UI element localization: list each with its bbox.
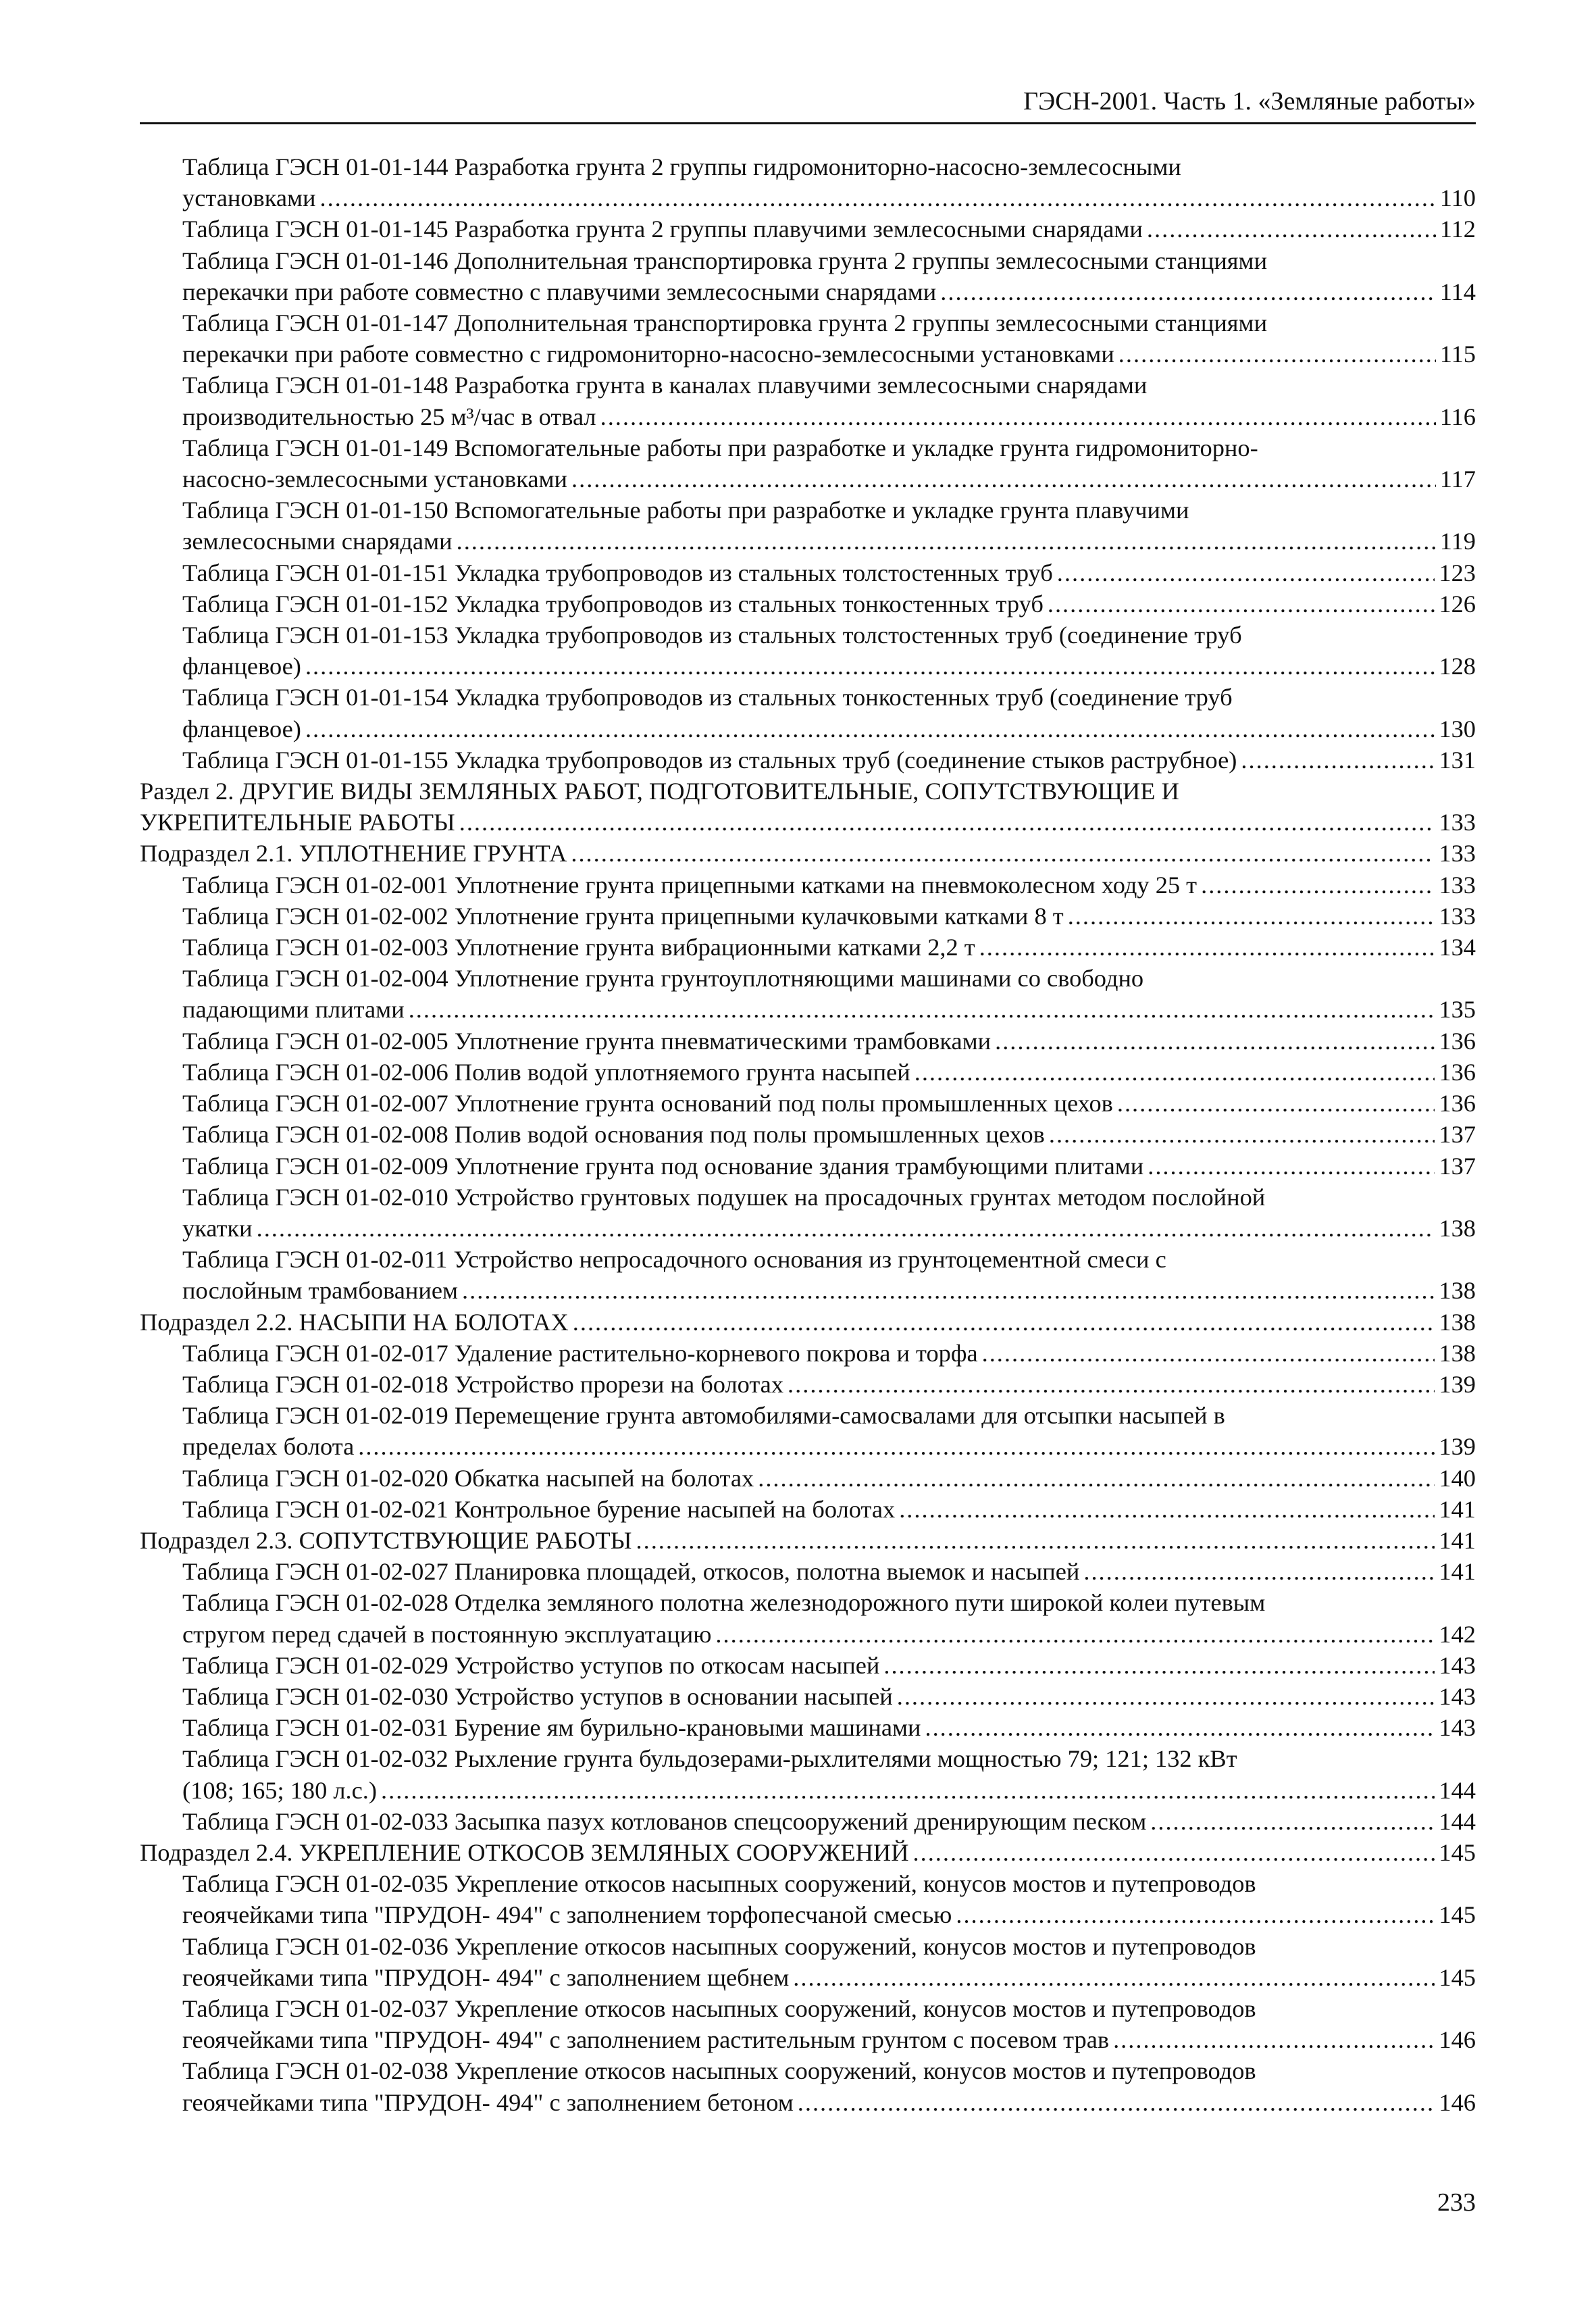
toc-table-entry[interactable] xyxy=(140,1556,1476,1587)
page-number: 233 xyxy=(1437,2188,1476,2217)
toc-page-ref: 138 xyxy=(1439,1277,1476,1305)
toc-entry-text: установками xyxy=(182,184,316,212)
toc-page-ref: 138 xyxy=(1439,1308,1476,1336)
toc-page-ref: 133 xyxy=(1439,871,1476,899)
toc-entry-text: Таблица ГЭСН 01-02-008 Полив водой основания под полы промышленных цехов xyxy=(182,1121,1045,1149)
toc-entry-text: Таблица ГЭСН 01-02-001 Уплотнение грунта прицепными катками на пневмоколесном ходу 25 т xyxy=(182,871,1198,899)
dot-leader xyxy=(1048,588,1435,620)
toc-entry-text: Таблица ГЭСН 01-01-155 Укладка трубопроводов из стальных труб (соединение стыков раструбное) xyxy=(182,746,1237,774)
toc-entry-text: Подраздел 2.2. НАСЫПИ НА БОЛОТАХ xyxy=(140,1308,569,1336)
toc-entry-text: Таблица ГЭСН 01-01-154 Укладка трубопроводов из стальных тонкостенных труб (соединение труб xyxy=(182,684,1233,711)
toc-table-entry[interactable] xyxy=(140,620,1476,682)
toc-page-ref: 136 xyxy=(1439,1027,1476,1055)
toc-entry-text: Таблица ГЭСН 01-02-038 Укрепление откосов насыпных сооружений, конусов мостов и путепроводов xyxy=(182,2057,1256,2085)
toc-entry-text: фланцевое) xyxy=(182,715,301,743)
toc-entry-text: Таблица ГЭСН 01-02-035 Укрепление откосов насыпных сооружений, конусов мостов и путепроводов xyxy=(182,1870,1256,1898)
toc-page-ref: 128 xyxy=(1439,653,1476,680)
toc-table-entry[interactable] xyxy=(140,432,1476,495)
toc-entry-text: геоячейками типа "ПРУДОН- 494" с заполнением торфопесчаной смесью xyxy=(182,1901,952,1929)
toc-entry-text: Раздел 2. ДРУГИЕ ВИДЫ ЗЕМЛЯНЫХ РАБОТ, ПОДГОТОВИТЕЛЬНЫЕ, СОПУТСТВУЮЩИЕ И xyxy=(140,778,1179,805)
toc-entry-text: Таблица ГЭСН 01-02-018 Устройство прорези на болотах xyxy=(182,1370,784,1398)
toc-entry-text: Подраздел 2.3. СОПУТСТВУЮЩИЕ РАБОТЫ xyxy=(140,1526,632,1554)
dot-leader xyxy=(600,401,1436,432)
toc-entry-text: стругом перед сдачей в постоянную эксплуатацию xyxy=(182,1620,712,1648)
toc-entry-text: насосно-землесосными установками xyxy=(182,466,568,493)
toc-entry-text: Таблица ГЭСН 01-01-149 Вспомогательные работы при разработке и укладке грунта гидромониторно- xyxy=(182,434,1258,461)
toc-table-entry[interactable] xyxy=(140,1806,1476,1837)
dot-leader xyxy=(798,2087,1435,2118)
toc-table-entry[interactable] xyxy=(140,745,1476,776)
toc-page-ref: 135 xyxy=(1439,996,1476,1024)
toc-page-ref: 110 xyxy=(1439,184,1476,212)
dot-leader xyxy=(1118,338,1436,370)
toc-section-entry[interactable] xyxy=(140,838,1476,869)
dot-leader xyxy=(1201,870,1435,901)
toc-entry-text: производительностью 25 м³/час в отвал xyxy=(182,403,596,430)
dot-leader xyxy=(788,1369,1435,1400)
dot-leader xyxy=(715,1619,1435,1650)
dot-leader xyxy=(1049,1119,1435,1150)
dot-leader xyxy=(1150,1806,1435,1837)
dot-leader xyxy=(1057,557,1435,588)
toc-page-ref: 139 xyxy=(1439,1370,1476,1398)
dot-leader xyxy=(409,994,1435,1025)
dot-leader xyxy=(1147,213,1436,245)
toc-page-ref: 112 xyxy=(1439,216,1476,243)
toc-entry-text: перекачки при работе совместно с гидромониторно-насосно-землесосными установками xyxy=(182,341,1114,368)
toc-section-entry[interactable] xyxy=(140,776,1476,838)
toc-table-entry[interactable] xyxy=(140,1868,1476,1930)
dot-leader xyxy=(883,1650,1435,1681)
toc-page-ref: 137 xyxy=(1439,1152,1476,1180)
toc-entry-text: Таблица ГЭСН 01-02-033 Засыпка пазух котлованов спецсооружений дренирующим песком xyxy=(182,1807,1147,1835)
toc-entry-text: геоячейками типа "ПРУДОН- 494" с заполнением бетоном xyxy=(182,2088,794,2116)
dot-leader xyxy=(462,1275,1435,1306)
dot-leader xyxy=(1117,1088,1435,1119)
toc-entry-text: Таблица ГЭСН 01-02-002 Уплотнение грунта прицепными кулачковыми катками 8 т xyxy=(182,902,1064,930)
toc-entry-text: пределах болота xyxy=(182,1433,355,1461)
toc-table-entry[interactable] xyxy=(140,1400,1476,1462)
toc-section-entry[interactable] xyxy=(140,1307,1476,1338)
toc-entry-text: Таблица ГЭСН 01-02-011 Устройство непросадочного основания из грунтоцементной смеси с xyxy=(182,1246,1166,1274)
dot-leader xyxy=(636,1525,1435,1556)
toc-page-ref: 143 xyxy=(1439,1714,1476,1742)
toc-table-entry[interactable] xyxy=(140,1119,1476,1150)
toc-entry-text: Таблица ГЭСН 01-02-006 Полив водой уплотняемого грунта насыпей xyxy=(182,1058,910,1086)
toc-entry-text: послойным трамбованием xyxy=(182,1277,459,1305)
toc-page-ref: 126 xyxy=(1439,590,1476,618)
toc-page-ref: 143 xyxy=(1439,1651,1476,1679)
toc-entry-text: Таблица ГЭСН 01-01-144 Разработка грунта 2 группы гидромониторно-насосно-землесосными xyxy=(182,153,1181,180)
dot-leader xyxy=(897,1681,1435,1712)
toc-page-ref: 144 xyxy=(1439,1807,1476,1835)
dot-leader xyxy=(571,838,1435,869)
toc-page-ref: 145 xyxy=(1439,1838,1476,1866)
dot-leader xyxy=(758,1463,1435,1494)
toc-table-entry[interactable] xyxy=(140,1463,1476,1494)
toc-page-ref: 145 xyxy=(1439,1963,1476,1991)
toc-page-ref: 141 xyxy=(1439,1495,1476,1523)
toc-table-entry[interactable] xyxy=(140,245,1476,307)
toc-page-ref: 144 xyxy=(1439,1776,1476,1804)
toc-entry-text: Таблица ГЭСН 01-02-004 Уплотнение грунта грунтоуплотняющими машинами со свободно xyxy=(182,965,1144,992)
toc-entry-text: геоячейками типа "ПРУДОН- 494" с заполнением растительным грунтом с посевом трав xyxy=(182,2026,1110,2054)
toc-table-entry[interactable] xyxy=(140,1931,1476,1993)
toc-table-entry[interactable] xyxy=(140,1244,1476,1306)
toc-entry-text: Таблица ГЭСН 01-02-007 Уплотнение грунта оснований под полы промышленных цехов xyxy=(182,1090,1113,1117)
toc-page-ref: 146 xyxy=(1439,2088,1476,2116)
toc-section-entry[interactable] xyxy=(140,1837,1476,1868)
toc-page-ref: 123 xyxy=(1439,559,1476,586)
toc-page-ref: 145 xyxy=(1439,1901,1476,1929)
toc-entry-text: Таблица ГЭСН 01-01-148 Разработка грунта в каналах плавучими землесосными снарядами xyxy=(182,372,1148,399)
toc-page-ref: 140 xyxy=(1439,1464,1476,1492)
toc-entry-text: Таблица ГЭСН 01-01-146 Дополнительная транспортировка грунта 2 группы землесосными станциями xyxy=(182,247,1268,274)
toc-page-ref: 141 xyxy=(1439,1526,1476,1554)
toc-entry-text: Таблица ГЭСН 01-02-028 Отделка земляного полотна железнодорожного пути широкой колеи путевым xyxy=(182,1589,1266,1617)
toc-entry-text: Подраздел 2.1. УПЛОТНЕНИЕ ГРУНТА xyxy=(140,840,567,867)
dot-leader xyxy=(573,1307,1435,1338)
toc-table-entry[interactable] xyxy=(140,370,1476,432)
toc-section-entry[interactable] xyxy=(140,1525,1476,1556)
toc-page-ref: 116 xyxy=(1439,403,1476,430)
toc-entry-text: Таблица ГЭСН 01-01-153 Укладка трубопроводов из стальных толстостенных труб (соединение труб xyxy=(182,622,1242,649)
toc-entry-text: Таблица ГЭСН 01-01-152 Укладка трубопроводов из стальных тонкостенных труб xyxy=(182,590,1044,618)
toc-table-entry[interactable] xyxy=(140,901,1476,932)
toc-table-entry[interactable] xyxy=(140,1587,1476,1649)
toc-table-entry[interactable] xyxy=(140,307,1476,370)
toc-page-ref: 114 xyxy=(1439,278,1476,305)
toc-entry-text: Таблица ГЭСН 01-02-019 Перемещение грунта автомобилями-самосвалами для отсыпки насыпей в xyxy=(182,1402,1225,1430)
toc-entry-text: Таблица ГЭСН 01-02-003 Уплотнение грунта вибрационными катками 2,2 т xyxy=(182,934,975,961)
toc-table-entry[interactable] xyxy=(140,1369,1476,1400)
toc-entry-text: Таблица ГЭСН 01-02-027 Планировка площадей, откосов, полотна выемок и насыпей xyxy=(182,1558,1080,1586)
toc-page-ref: 138 xyxy=(1439,1214,1476,1242)
toc-table-entry[interactable] xyxy=(140,1743,1476,1805)
toc-table-entry[interactable] xyxy=(140,213,1476,245)
dot-leader xyxy=(925,1712,1435,1743)
toc-entry-text: перекачки при работе совместно с плавучими землесосными снарядами xyxy=(182,278,937,305)
toc-table-entry[interactable] xyxy=(140,1494,1476,1525)
toc-entry-text: УКРЕПИТЕЛЬНЫЕ РАБОТЫ xyxy=(140,809,455,836)
toc-table-entry[interactable] xyxy=(140,1182,1476,1244)
dot-leader xyxy=(1068,901,1435,932)
toc-entry-text: Таблица ГЭСН 01-02-036 Укрепление откосов насыпных сооружений, конусов мостов и путепроводов xyxy=(182,1932,1256,1960)
dot-leader xyxy=(1113,2024,1435,2055)
toc-page-ref: 119 xyxy=(1439,528,1476,555)
toc-table-entry[interactable] xyxy=(140,1993,1476,2055)
dot-leader xyxy=(899,1494,1435,1525)
toc-page-ref: 136 xyxy=(1439,1090,1476,1117)
toc-page-ref: 115 xyxy=(1439,341,1476,368)
toc-table-entry[interactable] xyxy=(140,870,1476,901)
dot-leader xyxy=(995,1026,1435,1057)
toc-page-ref: 133 xyxy=(1439,840,1476,867)
toc-table-entry[interactable] xyxy=(140,682,1476,744)
dot-leader xyxy=(381,1775,1435,1806)
toc-entry-text: Таблица ГЭСН 01-01-150 Вспомогательные работы при разработке и укладке грунта плавучими xyxy=(182,497,1189,524)
toc-page-ref: 131 xyxy=(1439,746,1476,774)
toc-entry-text: Таблица ГЭСН 01-02-017 Удаление растительно-корневого покрова и торфа xyxy=(182,1339,978,1367)
dot-leader xyxy=(319,182,1435,213)
toc-table-entry[interactable] xyxy=(140,932,1476,963)
toc-table-entry[interactable] xyxy=(140,495,1476,557)
toc-entry-text: геоячейками типа "ПРУДОН- 494" с заполнением щебнем xyxy=(182,1963,790,1991)
toc-entry-text: Таблица ГЭСН 01-02-021 Контрольное бурение насыпей на болотах xyxy=(182,1495,896,1523)
toc-entry-text: Подраздел 2.4. УКРЕПЛЕНИЕ ОТКОСОВ ЗЕМЛЯНЫХ СООРУЖЕНИЙ xyxy=(140,1838,909,1866)
toc-page-ref: 133 xyxy=(1439,902,1476,930)
running-header: ГЭСН-2001. Часть 1. «Земляные работы» xyxy=(1023,87,1476,116)
toc-entry-text: Таблица ГЭСН 01-02-020 Обкатка насыпей на болотах xyxy=(182,1464,754,1492)
dot-leader xyxy=(979,932,1435,963)
toc-entry-text: Таблица ГЭСН 01-02-031 Бурение ям бурильно-крановыми машинами xyxy=(182,1714,921,1742)
toc-entry-text: падающими плитами xyxy=(182,996,405,1024)
dot-leader xyxy=(913,1837,1435,1868)
toc-table-entry[interactable] xyxy=(140,1681,1476,1712)
toc-table-entry[interactable] xyxy=(140,1151,1476,1182)
toc-table-entry[interactable] xyxy=(140,557,1476,588)
dot-leader xyxy=(305,713,1435,745)
toc-page-ref: 146 xyxy=(1439,2026,1476,2054)
dot-leader xyxy=(358,1431,1435,1462)
dot-leader xyxy=(305,651,1435,682)
toc-entry-text: Таблица ГЭСН 01-02-037 Укрепление откосов насыпных сооружений, конусов мостов и путепроводов xyxy=(182,1994,1256,2022)
toc-table-entry[interactable] xyxy=(140,1057,1476,1088)
toc-page-ref: 138 xyxy=(1439,1339,1476,1367)
toc-entry-text: Таблица ГЭСН 01-02-029 Устройство уступов по откосам насыпей xyxy=(182,1651,880,1679)
toc-entry-text: Таблица ГЭСН 01-02-010 Устройство грунтовых подушек на просадочных грунтах методом послойной xyxy=(182,1183,1266,1211)
toc-page-ref: 136 xyxy=(1439,1058,1476,1086)
toc-entry-text: фланцевое) xyxy=(182,653,301,680)
toc-page-ref: 134 xyxy=(1439,934,1476,961)
toc-entry-text: (108; 165; 180 л.с.) xyxy=(182,1776,378,1804)
toc-page-ref: 130 xyxy=(1439,715,1476,743)
toc-table-entry[interactable] xyxy=(140,151,1476,213)
dot-leader xyxy=(956,1899,1435,1930)
toc-entry-text: Таблица ГЭСН 01-02-030 Устройство уступов в основании насыпей xyxy=(182,1682,893,1710)
toc-entry-text: Таблица ГЭСН 01-01-147 Дополнительная транспортировка грунта 2 группы землесосными станциями xyxy=(182,309,1268,337)
dot-leader xyxy=(257,1213,1435,1244)
toc-entry-text: Таблица ГЭСН 01-02-009 Уплотнение грунта под основание здания трамбующими плитами xyxy=(182,1152,1144,1180)
toc-table-entry[interactable] xyxy=(140,2055,1476,2117)
toc-page-ref: 142 xyxy=(1439,1620,1476,1648)
dot-leader xyxy=(793,1962,1435,1993)
toc-entry-text: землесосными снарядами xyxy=(182,528,453,555)
toc-table-entry[interactable] xyxy=(140,1712,1476,1743)
dot-leader xyxy=(982,1338,1435,1369)
toc-entry-text: Таблица ГЭСН 01-02-005 Уплотнение грунта пневматическими трамбовками xyxy=(182,1027,992,1055)
toc-table-entry[interactable] xyxy=(140,588,1476,620)
toc-page-ref: 117 xyxy=(1439,466,1476,493)
dot-leader xyxy=(459,807,1435,838)
toc-page-ref: 139 xyxy=(1439,1433,1476,1461)
toc-table-entry[interactable] xyxy=(140,1088,1476,1119)
dot-leader xyxy=(457,526,1436,557)
dot-leader xyxy=(940,276,1435,307)
toc-table-entry[interactable] xyxy=(140,1026,1476,1057)
dot-leader xyxy=(571,463,1436,495)
toc-entry-text: Таблица ГЭСН 01-01-151 Укладка трубопроводов из стальных толстостенных труб xyxy=(182,559,1053,586)
table-of-contents xyxy=(140,151,1476,2118)
toc-page-ref: 133 xyxy=(1439,809,1476,836)
dot-leader xyxy=(1241,745,1435,776)
toc-entry-text: укатки xyxy=(182,1214,253,1242)
toc-page-ref: 143 xyxy=(1439,1682,1476,1710)
toc-table-entry[interactable] xyxy=(140,1338,1476,1369)
dot-leader xyxy=(915,1057,1435,1088)
toc-page-ref: 141 xyxy=(1439,1558,1476,1586)
toc-entry-text: Таблица ГЭСН 01-02-032 Рыхление грунта бульдозерами-рыхлителями мощностью 79; 121; 132 кВт xyxy=(182,1745,1237,1773)
dot-leader xyxy=(1148,1151,1435,1182)
dot-leader xyxy=(1083,1556,1435,1587)
toc-entry-text: Таблица ГЭСН 01-01-145 Разработка грунта 2 группы плавучими землесосными снарядами xyxy=(182,216,1143,243)
toc-table-entry[interactable] xyxy=(140,1650,1476,1681)
toc-table-entry[interactable] xyxy=(140,963,1476,1025)
header-rule xyxy=(140,122,1476,124)
toc-page-ref: 137 xyxy=(1439,1121,1476,1149)
